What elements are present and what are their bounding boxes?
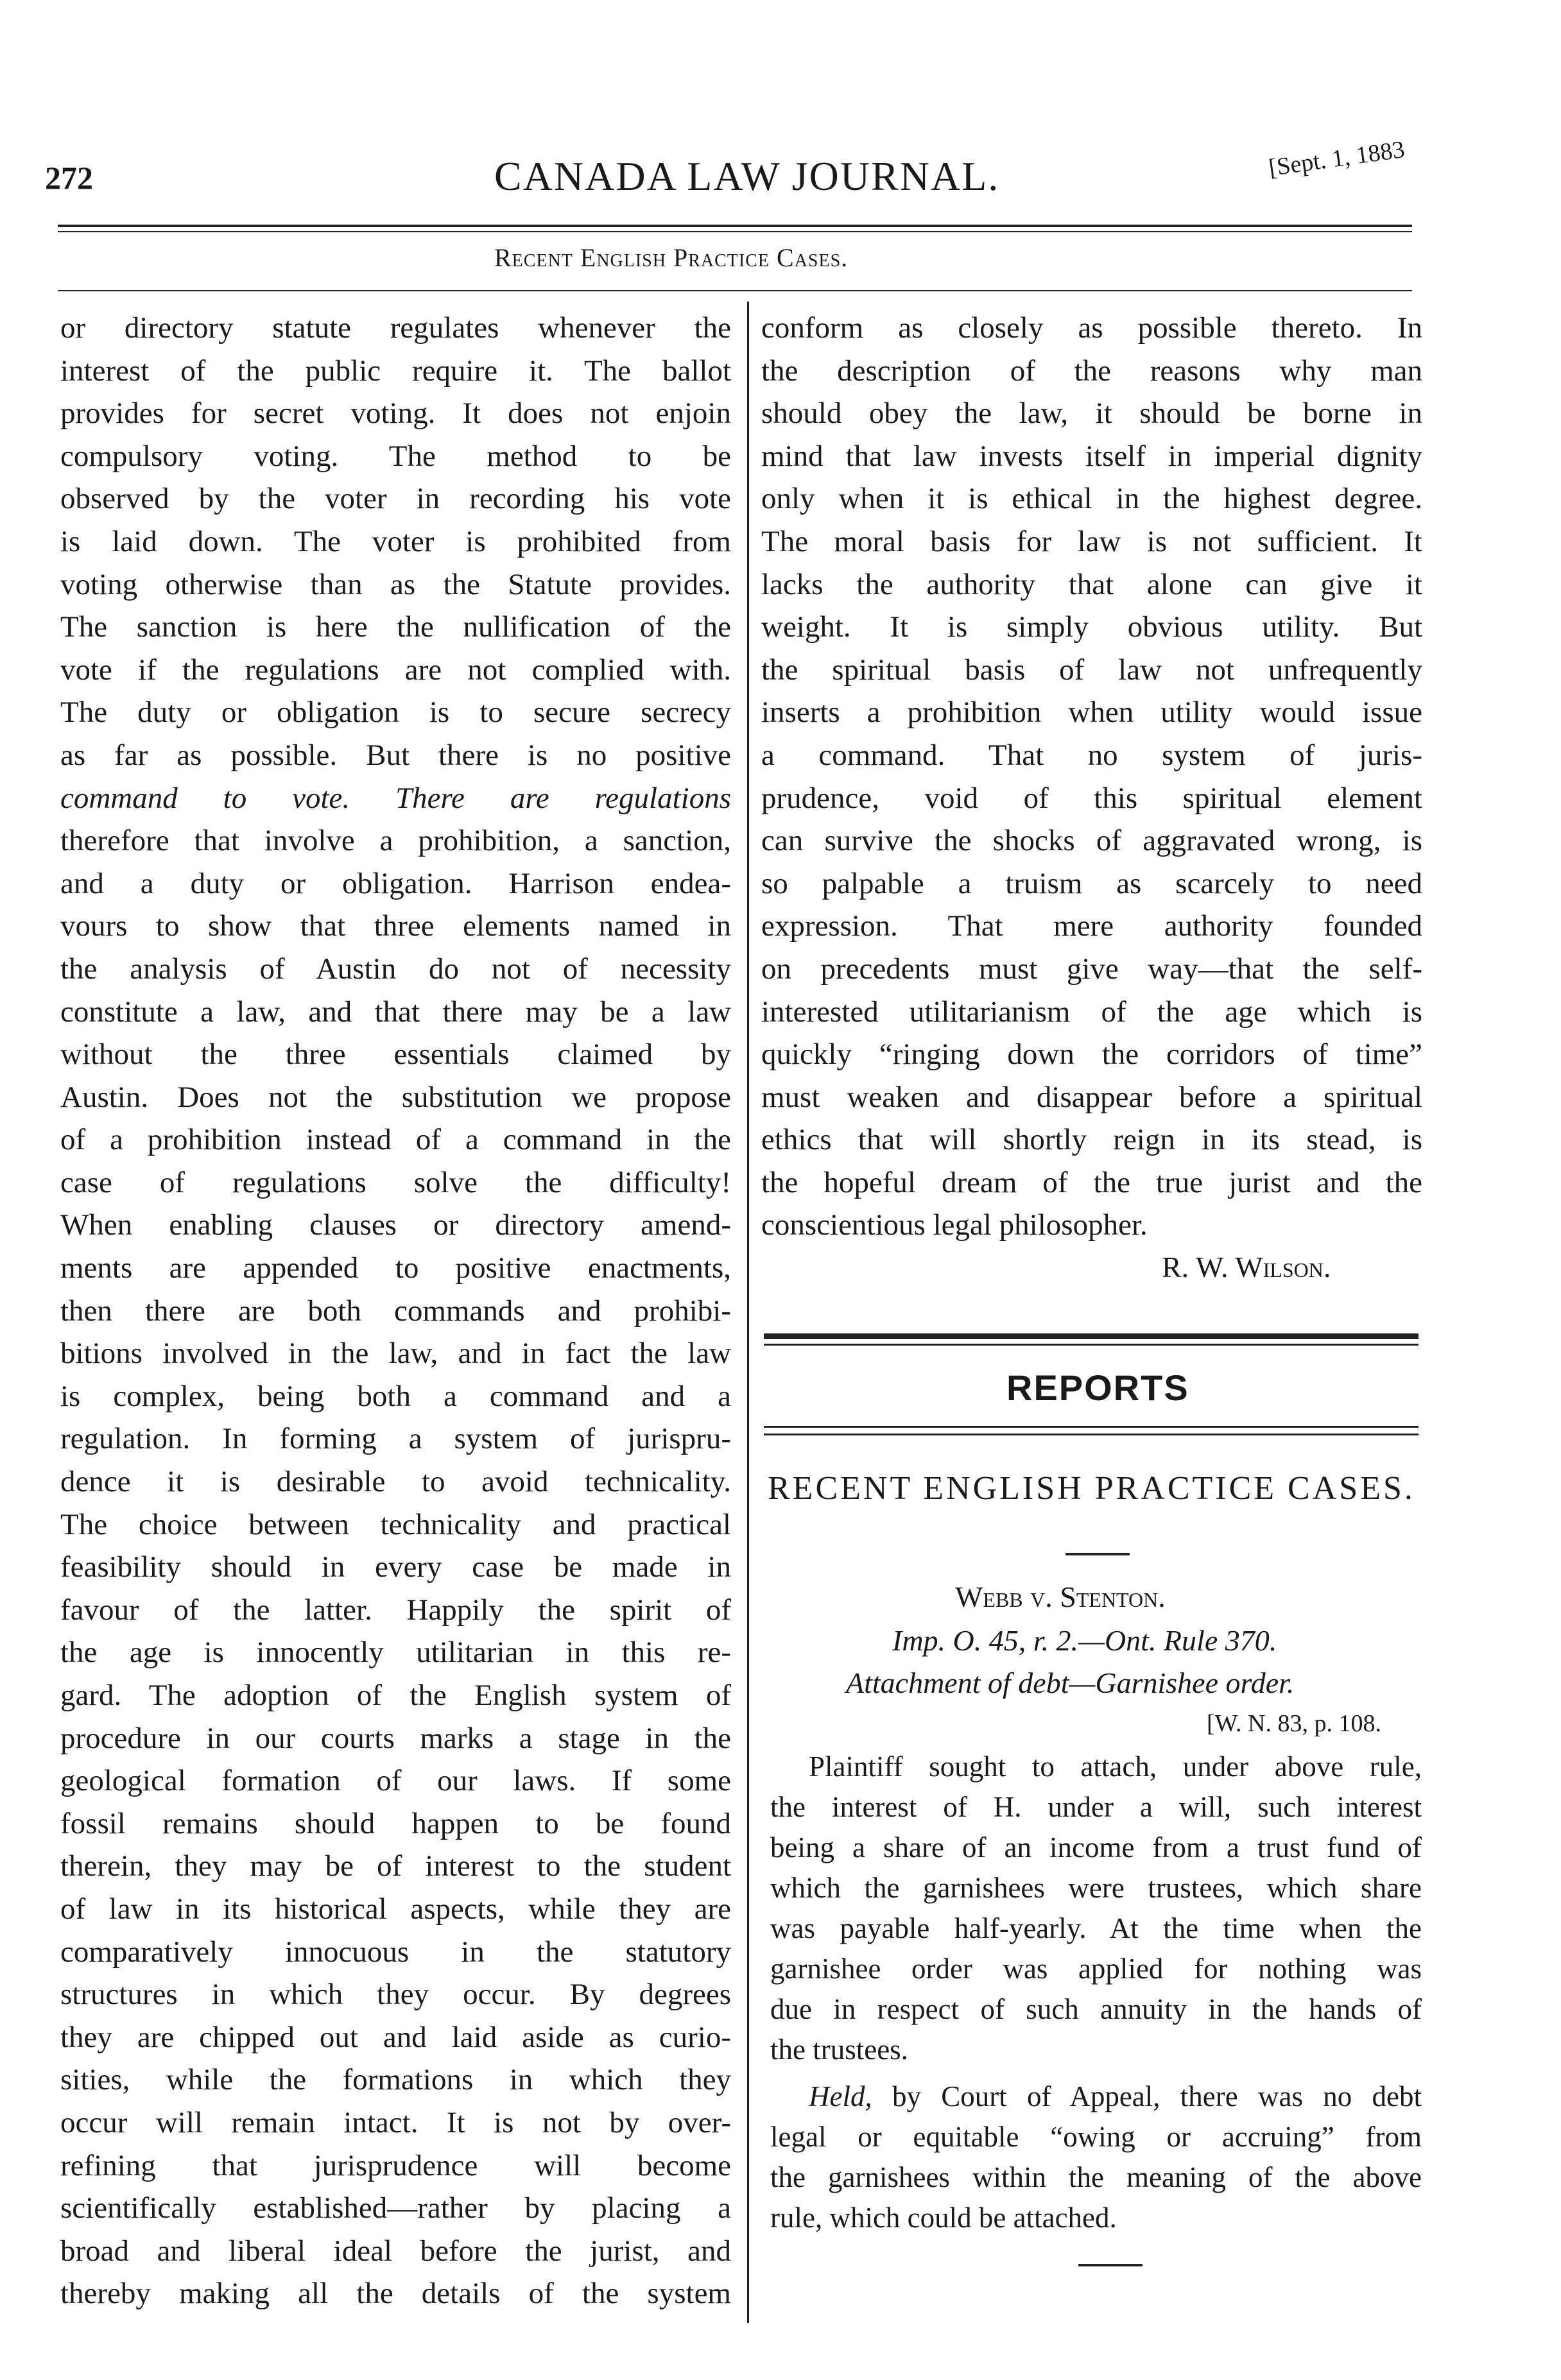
short-rule-bottom	[1078, 2264, 1143, 2266]
right-line: should obey the law, it should be borne in	[761, 397, 1422, 431]
facts-line: was payable half-yearly. At the time when the	[770, 1912, 1422, 1944]
facts-line: Plaintiff sought to attach, under above rule,	[809, 1751, 1422, 1783]
held-line-first	[770, 2076, 1422, 2117]
right-line: mind that law invests itself in imperial dignity	[761, 439, 1422, 473]
left-line: therein, they may be of interest to the student	[60, 1849, 731, 1883]
header-rule-top	[58, 225, 1412, 227]
left-line: constitute a law, and that there may be a law	[60, 995, 731, 1029]
reports-rule-bottom-thin	[764, 1426, 1419, 1428]
author-signature: R. W. Wilson.	[1162, 1251, 1331, 1283]
case-citation: Imp. O. 45, r. 2.—Ont. Rule 370.	[892, 1624, 1277, 1657]
right-line: ethics that will shortly reign in its stead, is	[761, 1123, 1422, 1157]
subhead-rule	[58, 290, 1412, 291]
left-line: scientifically established—rather by placing a	[60, 2191, 731, 2225]
right-line: the description of the reasons why man	[761, 354, 1422, 388]
left-line: ments are appended to positive enactments,	[60, 1251, 731, 1285]
left-line: thereby making all the details of the system	[60, 2277, 731, 2311]
left-line: When enabling clauses or directory amend-	[60, 1208, 731, 1242]
reports-rule-top-thick	[764, 1333, 1419, 1339]
left-line: is complex, being both a command and a	[60, 1379, 731, 1413]
left-line: comparatively innocuous in the statutory	[60, 1935, 731, 1969]
left-line: or directory statute regulates whenever the	[60, 311, 731, 345]
left-line: dence it is desirable to avoid technicality.	[60, 1465, 731, 1499]
left-line: The duty or obligation is to secure secrecy	[60, 696, 731, 730]
case-holding	[770, 2076, 1422, 2238]
issue-date: [Sept. 1, 1883	[1267, 135, 1407, 182]
section-running-title: Recent English Practice Cases.	[494, 243, 849, 272]
practice-cases-title: RECENT ENGLISH PRACTICE CASES.	[768, 1470, 1415, 1507]
right-line: lacks the authority that alone can give it	[761, 567, 1422, 601]
left-line: Austin. Does not the substitution we propose	[60, 1080, 731, 1114]
right-line: interested utilitarianism of the age which is	[761, 995, 1422, 1029]
left-line: vours to show that three elements named in	[60, 909, 731, 943]
right-line: weight. It is simply obvious utility. But	[761, 610, 1422, 644]
left-line: provides for secret voting. It does not enjoin	[60, 397, 731, 431]
case-name: Webb v. Stenton.	[955, 1580, 1166, 1613]
short-rule-top	[1065, 1553, 1130, 1555]
left-line: then there are both commands and prohibi-	[60, 1294, 731, 1328]
facts-line: the trustees.	[770, 2033, 908, 2066]
right-line: must weaken and disappear before a spiritual	[761, 1080, 1422, 1114]
page-number: 272	[45, 160, 93, 196]
left-line: of law in its historical aspects, while they are	[60, 1892, 731, 1926]
left-line: refining that jurisprudence will become	[60, 2148, 731, 2182]
column-divider	[747, 302, 749, 2323]
right-line: on precedents must give way—that the self-	[761, 952, 1422, 986]
left-line-text: command to vote. There are regulations	[60, 781, 731, 815]
left-line: the analysis of Austin do not of necessity	[60, 952, 731, 986]
reports-rule-bottom-thin-2	[764, 1434, 1419, 1435]
left-line: The choice between technicality and practical	[60, 1507, 731, 1541]
held-line: the garnishees within the meaning of the above	[770, 2161, 1422, 2193]
case-headnote: Attachment of debt—Garnishee order.	[846, 1666, 1295, 1699]
left-line: as far as possible. But there is no positive	[60, 738, 731, 772]
left-line: they are chipped out and laid aside as curio-	[60, 2020, 731, 2054]
right-line: conscientious legal philosopher.	[761, 1208, 1148, 1242]
right-line: prudence, void of this spiritual element	[761, 781, 1422, 815]
left-line: compulsory voting. The method to be	[60, 439, 731, 473]
right-line: the hopeful dream of the true jurist and the	[761, 1165, 1422, 1199]
right-line: quickly “ringing down the corridors of time”	[761, 1038, 1422, 1072]
header-rule-bottom	[58, 231, 1412, 232]
right-line: inserts a prohibition when utility would issue	[761, 696, 1422, 730]
left-line: broad and liberal ideal before the jurist, and	[60, 2234, 731, 2268]
left-line-command	[60, 777, 731, 820]
left-line: fossil remains should happen to be found	[60, 1806, 731, 1840]
left-line: and a duty or obligation. Harrison endea-	[60, 866, 731, 900]
left-line: occur will remain intact. It is not by over-	[60, 2105, 731, 2139]
held-line: rule, which could be attached.	[770, 2202, 1117, 2234]
facts-line: due in respect of such annuity in the hands of	[770, 1993, 1422, 2025]
right-line: so palpable a truism as scarcely to need	[761, 866, 1422, 900]
reports-title: REPORTS	[1006, 1367, 1189, 1408]
left-line: favour of the latter. Happily the spirit of	[60, 1593, 731, 1627]
left-line: of a prohibition instead of a command in the	[60, 1123, 731, 1157]
left-line: interest of the public require it. The ballot	[60, 354, 731, 388]
held-line: legal or equitable “owing or accruing” from	[770, 2121, 1422, 2153]
facts-line: garnishee order was applied for nothing was	[770, 1953, 1422, 1985]
right-line: expression. That mere authority founded	[761, 909, 1422, 943]
journal-title: CANADA LAW JOURNAL.	[494, 153, 1000, 199]
right-line: The moral basis for law is not sufficient. It	[761, 524, 1422, 558]
case-facts	[770, 1747, 1422, 2070]
left-line: sities, while the formations in which they	[60, 2063, 731, 2097]
left-line: gard. The adoption of the English system of	[60, 1679, 731, 1712]
right-line: only when it is ethical in the highest degree.	[761, 482, 1422, 516]
left-line: is laid down. The voter is prohibited from	[60, 524, 731, 558]
left-line: procedure in our courts marks a stage in the	[60, 1721, 731, 1755]
held-text: by Court of Appeal, there was no debt	[892, 2080, 1422, 2112]
right-line: conform as closely as possible thereto. In	[761, 311, 1422, 345]
left-line: bitions involved in the law, and in fact the law	[60, 1337, 731, 1371]
left-line: without the three essentials claimed by	[60, 1038, 731, 1072]
left-line: the age is innocently utilitarian in this re-	[60, 1636, 731, 1670]
left-line: regulation. In forming a system of jurispru-	[60, 1422, 731, 1456]
left-line: voting otherwise than as the Statute provides.	[60, 567, 731, 601]
held-label: Held,	[809, 2080, 872, 2112]
reports-rule-top-thin	[764, 1344, 1419, 1346]
facts-line: being a share of an income from a trust fund of	[770, 1831, 1422, 1863]
left-line: case of regulations solve the difficulty!	[60, 1165, 731, 1199]
right-line: can survive the shocks of aggravated wrong, is	[761, 824, 1422, 858]
left-line: The sanction is here the nullification of the	[60, 610, 731, 644]
left-line: therefore that involve a prohibition, a sanction,	[60, 824, 731, 858]
left-line: structures in which they occur. By degrees	[60, 1978, 731, 2012]
right-line: a command. That no system of juris-	[761, 738, 1422, 772]
left-line: observed by the voter in recording his vote	[60, 482, 731, 516]
facts-line: the interest of H. under a will, such interest	[770, 1791, 1422, 1823]
right-column	[761, 307, 1422, 1247]
left-line: geological formation of our laws. If some	[60, 1764, 731, 1798]
left-line: feasibility should in every case be made in	[60, 1550, 731, 1584]
right-line: the spiritual basis of law not unfrequently	[761, 653, 1422, 687]
facts-line: which the garnishees were trustees, which share	[770, 1872, 1422, 1904]
left-line: vote if the regulations are not complied with.	[60, 653, 731, 687]
report-reference: [W. N. 83, p. 108.	[1207, 1710, 1381, 1737]
left-column	[60, 307, 731, 2315]
